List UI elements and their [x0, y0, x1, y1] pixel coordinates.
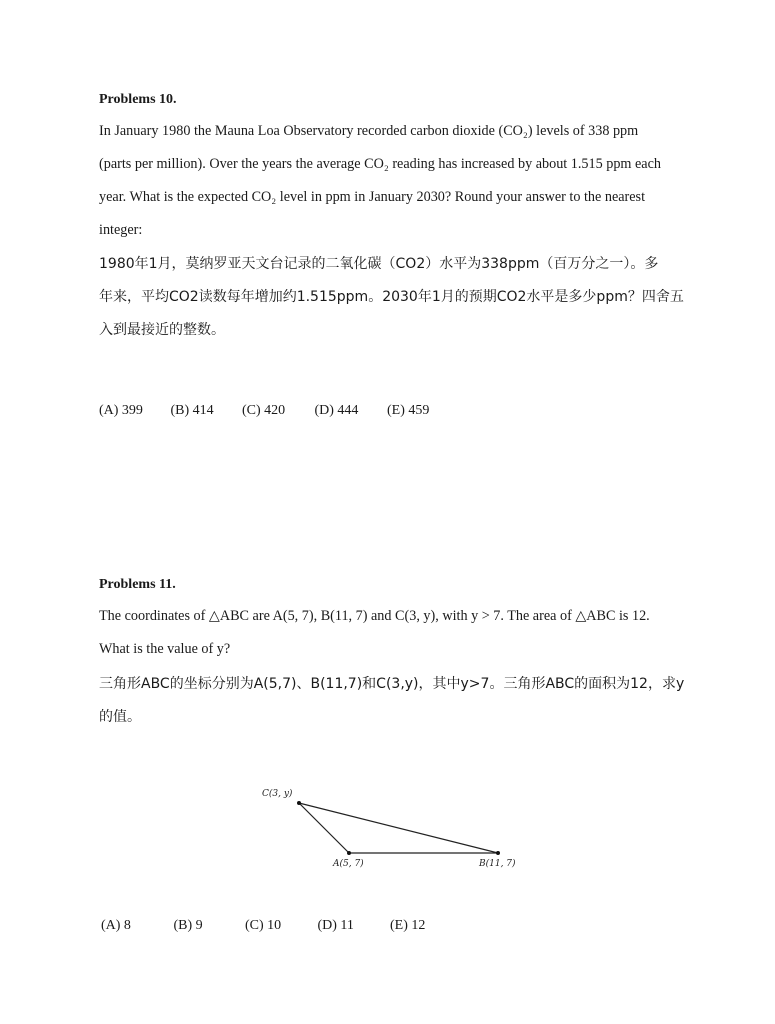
- problem-11-title: Problems 11.: [99, 577, 176, 592]
- problem-11-english-text: [99, 600, 699, 666]
- choice-b[interactable]: (B) 9: [173, 918, 203, 933]
- label-c: C(3, y): [262, 789, 293, 799]
- choice-d[interactable]: (D) 11: [317, 918, 354, 933]
- problem-11-chinese-text: [99, 668, 699, 734]
- text-line: 的值。: [99, 709, 141, 725]
- side-cb: [299, 803, 498, 853]
- text-line: What is the value of y?: [99, 641, 231, 657]
- vertex-c: [297, 801, 301, 805]
- choice-c[interactable]: (C) 10: [245, 918, 282, 933]
- choice-a[interactable]: (A) 8: [101, 918, 131, 933]
- text-line: (parts per million). Over the years the average CO₂ reading has increased by about 1.515 ppm each: [99, 156, 661, 172]
- problem-10-english-text: [99, 115, 690, 247]
- choice-c[interactable]: (C) 420: [242, 403, 286, 418]
- label-a: A(5, 7): [333, 859, 364, 869]
- text-line: 1980年1月，莫纳罗亚天文台记录的二氧化碳（CO2）水平为338ppm（百万分之一）。多: [99, 256, 659, 272]
- choice-d[interactable]: (D) 444: [314, 403, 359, 418]
- text-line: The coordinates of △ABC are A(5, 7), B(11, 7) and C(3, y), with y > 7. The area of △ABC is 12.: [99, 608, 650, 624]
- text-line: 三角形ABC的坐标分别为A(5,7)、B(11,7)和C(3,y)，其中y>7。三角形ABC的面积为12，求y: [99, 676, 685, 692]
- text-line: 年来，平均CO2读数每年增加约1.515ppm。2030年1月的预期CO2水平是多少ppm？四舍五: [99, 289, 684, 305]
- problem-11-choices: [101, 918, 425, 934]
- choice-e[interactable]: (E) 459: [387, 403, 430, 418]
- side-ca: [299, 803, 349, 853]
- label-b: B(11, 7): [479, 859, 516, 869]
- vertex-a: [347, 851, 351, 855]
- problem-10-choices: [99, 403, 429, 419]
- text-line: year. What is the expected CO₂ level in ppm in January 2030? Round your answer to the nearest: [99, 189, 646, 205]
- choice-b[interactable]: (B) 414: [170, 403, 214, 418]
- problem-10-chinese-text: [99, 248, 699, 347]
- text-line: integer:: [99, 222, 143, 238]
- choice-a[interactable]: (A) 399: [99, 403, 143, 418]
- text-line: In January 1980 the Mauna Loa Observatory recorded carbon dioxide (CO₂) levels of 338 ppm: [99, 123, 639, 139]
- text-line: 入到最接近的整数。: [99, 322, 225, 338]
- vertex-b: [496, 851, 500, 855]
- problem-10-title: Problems 10.: [99, 92, 177, 107]
- triangle-diagram: [250, 780, 530, 875]
- choice-e[interactable]: (E) 12: [390, 918, 426, 933]
